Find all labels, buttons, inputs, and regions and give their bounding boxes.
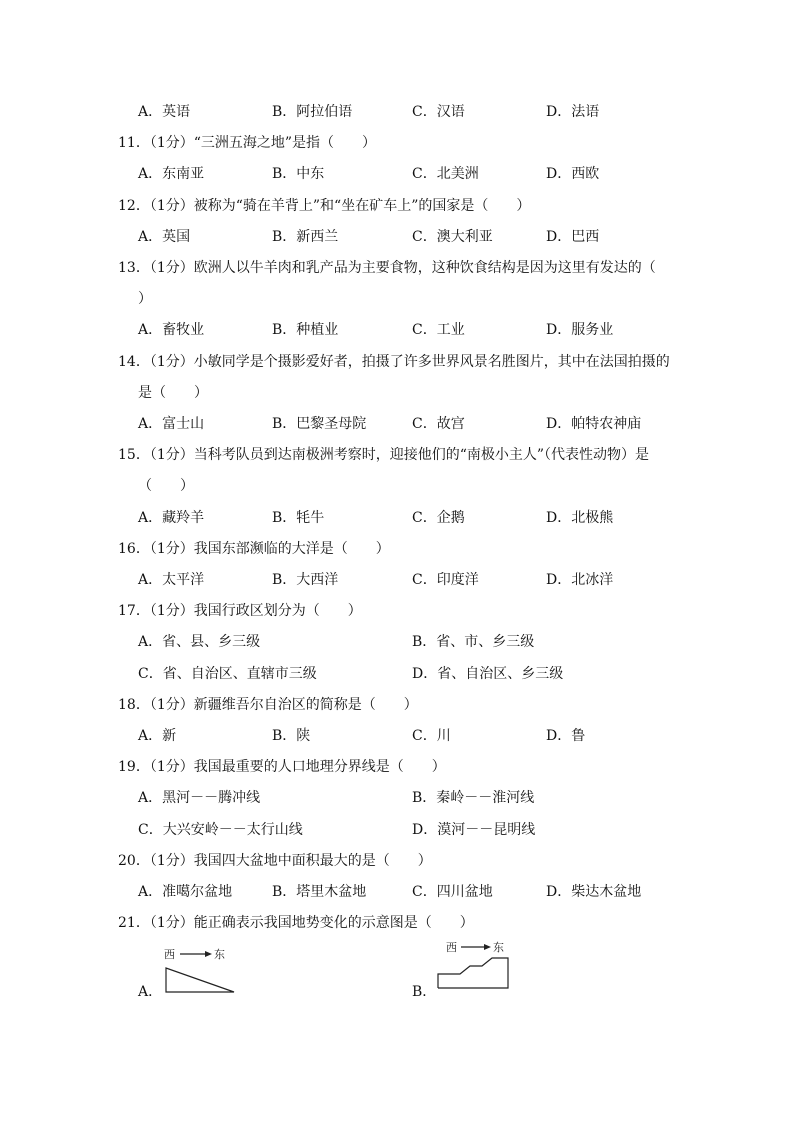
question-19-stem xyxy=(0,755,794,779)
question-stem: 15．（1分）当科考队员到达南极洲考察时，迎接他们的“南极小主人”（代表性动物）是 xyxy=(118,447,650,463)
figure-b-steps xyxy=(438,958,508,988)
question-21-options xyxy=(0,980,794,1004)
option-b: B．省、市、乡三级 xyxy=(412,634,535,650)
option-c: C．大兴安岭－－太行山线 xyxy=(138,822,303,838)
question-stem-continuation: 是（ ） xyxy=(138,385,208,401)
option-c: C．印度洋 xyxy=(412,572,479,588)
figure-a-slope xyxy=(166,968,234,992)
question-stem: 20．（1分）我国四大盆地中面积最大的是（ ） xyxy=(118,853,432,869)
option-d: D．柴达木盆地 xyxy=(546,884,642,900)
figure-a-west-label: 西 xyxy=(164,948,175,961)
option-b: B．中东 xyxy=(272,166,325,182)
question-16-options xyxy=(0,568,794,592)
figure-a-east-label: 东 xyxy=(214,948,225,961)
question-12-stem xyxy=(0,194,794,218)
option-a: A．太平洋 xyxy=(138,572,205,588)
question-13-stem-cont xyxy=(0,287,794,311)
option-a: A．黑河－－腾冲线 xyxy=(138,790,261,806)
question-18-options xyxy=(0,724,794,748)
question-11-options xyxy=(0,162,794,186)
option-c: C．省、自治区、直辖市三级 xyxy=(138,666,317,682)
option-b: B．陕 xyxy=(272,728,311,744)
option-b: B．大西洋 xyxy=(272,572,339,588)
option-b: B． xyxy=(412,984,437,1000)
option-c: C．汉语 xyxy=(412,104,465,120)
question-stem-continuation: （ ） xyxy=(138,478,194,494)
option-c: C．四川盆地 xyxy=(412,884,493,900)
option-d: D．巴西 xyxy=(546,229,600,245)
option-b: B．巴黎圣母院 xyxy=(272,416,367,432)
question-14-options xyxy=(0,412,794,436)
option-b: B．秦岭－－淮河线 xyxy=(412,790,535,806)
question-19-options-row1 xyxy=(0,786,794,810)
question-11-stem xyxy=(0,131,794,155)
figure-b-east-label: 东 xyxy=(493,941,504,954)
option-b: B．牦牛 xyxy=(272,510,325,526)
option-c: C．工业 xyxy=(412,322,465,338)
option-d: D．服务业 xyxy=(546,322,614,338)
question-15-options xyxy=(0,506,794,530)
question-stem: 12．（1分）被称为“骑在羊背上”和“坐在矿车上”的国家是（ ） xyxy=(118,198,531,214)
question-14-stem xyxy=(0,350,794,374)
option-a: A． xyxy=(138,984,163,1000)
question-stem: 17．（1分）我国行政区划分为（ ） xyxy=(118,603,362,619)
question-15-stem-cont xyxy=(0,474,794,498)
option-a: A．东南亚 xyxy=(138,166,205,182)
question-12-options xyxy=(0,225,794,249)
question-10-options xyxy=(0,100,794,124)
question-stem: 19．（1分）我国最重要的人口地理分界线是（ ） xyxy=(118,759,446,775)
option-d: D．法语 xyxy=(546,104,600,120)
question-21-stem xyxy=(0,911,794,935)
question-17-options-row2 xyxy=(0,662,794,686)
figure-a-arrow-head xyxy=(205,951,212,957)
option-a: A．富士山 xyxy=(138,416,205,432)
question-19-options-row2 xyxy=(0,818,794,842)
question-stem: 21．（1分）能正确表示我国地势变化的示意图是（ ） xyxy=(118,915,474,931)
question-stem: 14．（1分）小敏同学是个摄影爱好者，拍摄了许多世界风景名胜图片，其中在法国拍摄的 xyxy=(118,354,670,370)
option-b: B．种植业 xyxy=(272,322,339,338)
question-18-stem xyxy=(0,693,794,717)
option-b: B．塔里木盆地 xyxy=(272,884,367,900)
option-c: C．北美洲 xyxy=(412,166,479,182)
option-d: D．北极熊 xyxy=(546,510,614,526)
option-a: A．准噶尔盆地 xyxy=(138,884,233,900)
option-b: B．阿拉伯语 xyxy=(272,104,353,120)
question-stem: 13．（1分）欧洲人以牛羊肉和乳产品为主要食物，这种饮食结构是因为这里有发达的（ xyxy=(118,260,656,276)
option-a: A．英语 xyxy=(138,104,191,120)
option-c: C．企鹅 xyxy=(412,510,465,526)
option-d: D．北冰洋 xyxy=(546,572,614,588)
option-a: A．省、县、乡三级 xyxy=(138,634,261,650)
option-d: D．鲁 xyxy=(546,728,586,744)
option-a: A．藏羚羊 xyxy=(138,510,205,526)
option-d: D．漠河－－昆明线 xyxy=(412,822,536,838)
option-d: D．省、自治区、乡三级 xyxy=(412,666,564,682)
question-20-options xyxy=(0,880,794,904)
question-13-options xyxy=(0,318,794,342)
option-a: A．英国 xyxy=(138,229,191,245)
question-16-stem xyxy=(0,537,794,561)
question-stem-continuation: ） xyxy=(138,291,152,307)
terrain-figure-a xyxy=(160,944,240,996)
question-stem: 11．（1分）“三洲五海之地”是指（ ） xyxy=(118,135,377,151)
question-14-stem-cont xyxy=(0,381,794,405)
question-15-stem xyxy=(0,443,794,467)
figure-b-arrow-head xyxy=(484,944,491,950)
option-c: C．澳大利亚 xyxy=(412,229,493,245)
question-stem: 16．（1分）我国东部濒临的大洋是（ ） xyxy=(118,541,390,557)
question-13-stem xyxy=(0,256,794,280)
question-17-stem xyxy=(0,599,794,623)
option-c: C．故宫 xyxy=(412,416,465,432)
question-20-stem xyxy=(0,849,794,873)
option-a: A．新 xyxy=(138,728,177,744)
question-stem: 18．（1分）新疆维吾尔自治区的简称是（ ） xyxy=(118,697,418,713)
option-d: D．帕特农神庙 xyxy=(546,416,642,432)
option-d: D．西欧 xyxy=(546,166,600,182)
figure-b-west-label: 西 xyxy=(446,941,457,954)
option-a: A．畜牧业 xyxy=(138,322,205,338)
terrain-figure-b xyxy=(434,938,518,992)
option-c: C．川 xyxy=(412,728,451,744)
option-b: B．新西兰 xyxy=(272,229,339,245)
question-17-options-row1 xyxy=(0,630,794,654)
